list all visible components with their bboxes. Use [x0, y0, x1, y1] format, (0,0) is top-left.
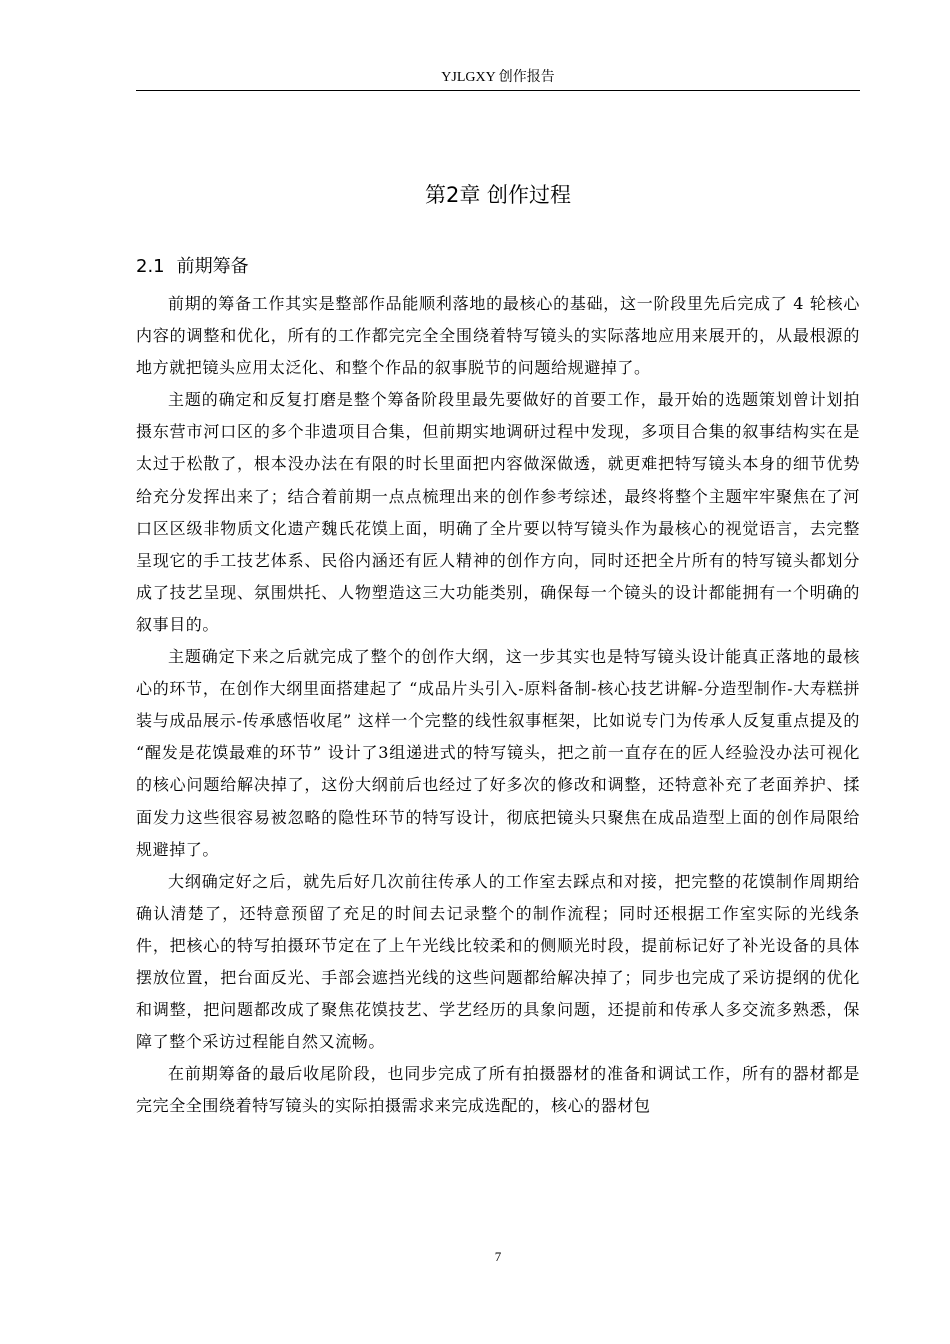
- paragraph: 主题的确定和反复打磨是整个筹备阶段里最先要做好的首要工作，最开始的选题策划曾计划拍摄东营市河口区的多个非遗项目合集，但前期实地调研过程中发现，多项目合集的叙事结构实在是太过于松散了，根本没办法在有限的时长里面把内容做深做透，就更难把特写镜头本身的细节优势给充分发挥出来了；结合着前期一点点梳理出来的创作参考综述，最终将整个主题牢牢聚焦在了河口区区级非物质文化遗产魏氏花馍上面，明确了全片要以特写镜头作为最核心的视觉语言，去完整呈现它的手工技艺体系、民俗内涵还有匠人精神的创作方向，同时还把全片所有的特写镜头都划分成了技艺呈现、氛围烘托、人物塑造这三大功能类别，确保每一个镜头的设计都能拥有一个明确的叙事目的。: [136, 390, 860, 634]
- section-title: [136, 252, 249, 282]
- paragraph: 大纲确定好之后，就先后好几次前往传承人的工作室去踩点和对接，把完整的花馍制作周期给确认清楚了，还特意预留了充足的时间去记录整个的制作流程；同时还根据工作室实际的光线条件，把核心的特写拍摄环节定在了上午光线比较柔和的侧顺光时段，提前标记好了补光设备的具体摆放位置，把台面反光、手部会遮挡光线的这些问题都给解决掉了；同步也完成了采访提纲的优化和调整，把问题都改成了聚焦花馍技艺、学艺经历的具象问题，还提前和传承人多交流多熟悉，保障了整个采访过程能自然又流畅。: [136, 871, 860, 1052]
- page-number: 7: [494, 1249, 502, 1264]
- running-header: YJLGXY 创作报告: [441, 70, 555, 85]
- paragraph: 前期的筹备工作其实是整部作品能顺利落地的最核心的基础，这一阶段里先后完成了 4 轮核心内容的调整和优化，所有的工作都完完全全围绕着特写镜头的实际落地应用来展开的，从最根源的地方就把镜头应用太泛化、和整个作品的叙事脱节的问题给规避掉了。: [136, 294, 860, 378]
- paragraph: 在前期筹备的最后收尾阶段，也同步完成了所有拍摄器材的准备和调试工作，所有的器材都是完完全全围绕着特写镜头的实际拍摄需求来完成选配的，核心的器材包: [136, 1064, 860, 1116]
- section-number: 2.1: [136, 256, 165, 277]
- section-heading-text: 前期筹备: [176, 256, 249, 277]
- chapter-title: 第2章 创作过程: [424, 183, 572, 207]
- paragraph: 主题确定下来之后就完成了整个的创作大纲，这一步其实也是特写镜头设计能真正落地的最核心的环节，在创作大纲里面搭建起了 “成品片头引入-原料备制-核心技艺讲解-分造型制作-大寿糕拼装与成品展示-传承感悟收尾” 这样一个完整的线性叙事框架，比如说专门为传承人反复重点提及的 “醒发是花馍最难的环节” 设计了3组递进式的特写镜头，把之前一直存在的匠人经验没办法可视化的核心问题给解决掉了，这份大纲前后也经过了好多次的修改和调整，还特意补充了老面养护、揉面发力这些很容易被忽略的隐性环节的特写设计，彻底把镜头只聚焦在成品造型上面的创作局限给规避掉了。: [136, 647, 860, 859]
- body-text: [136, 288, 860, 1122]
- header-rule: [136, 90, 860, 91]
